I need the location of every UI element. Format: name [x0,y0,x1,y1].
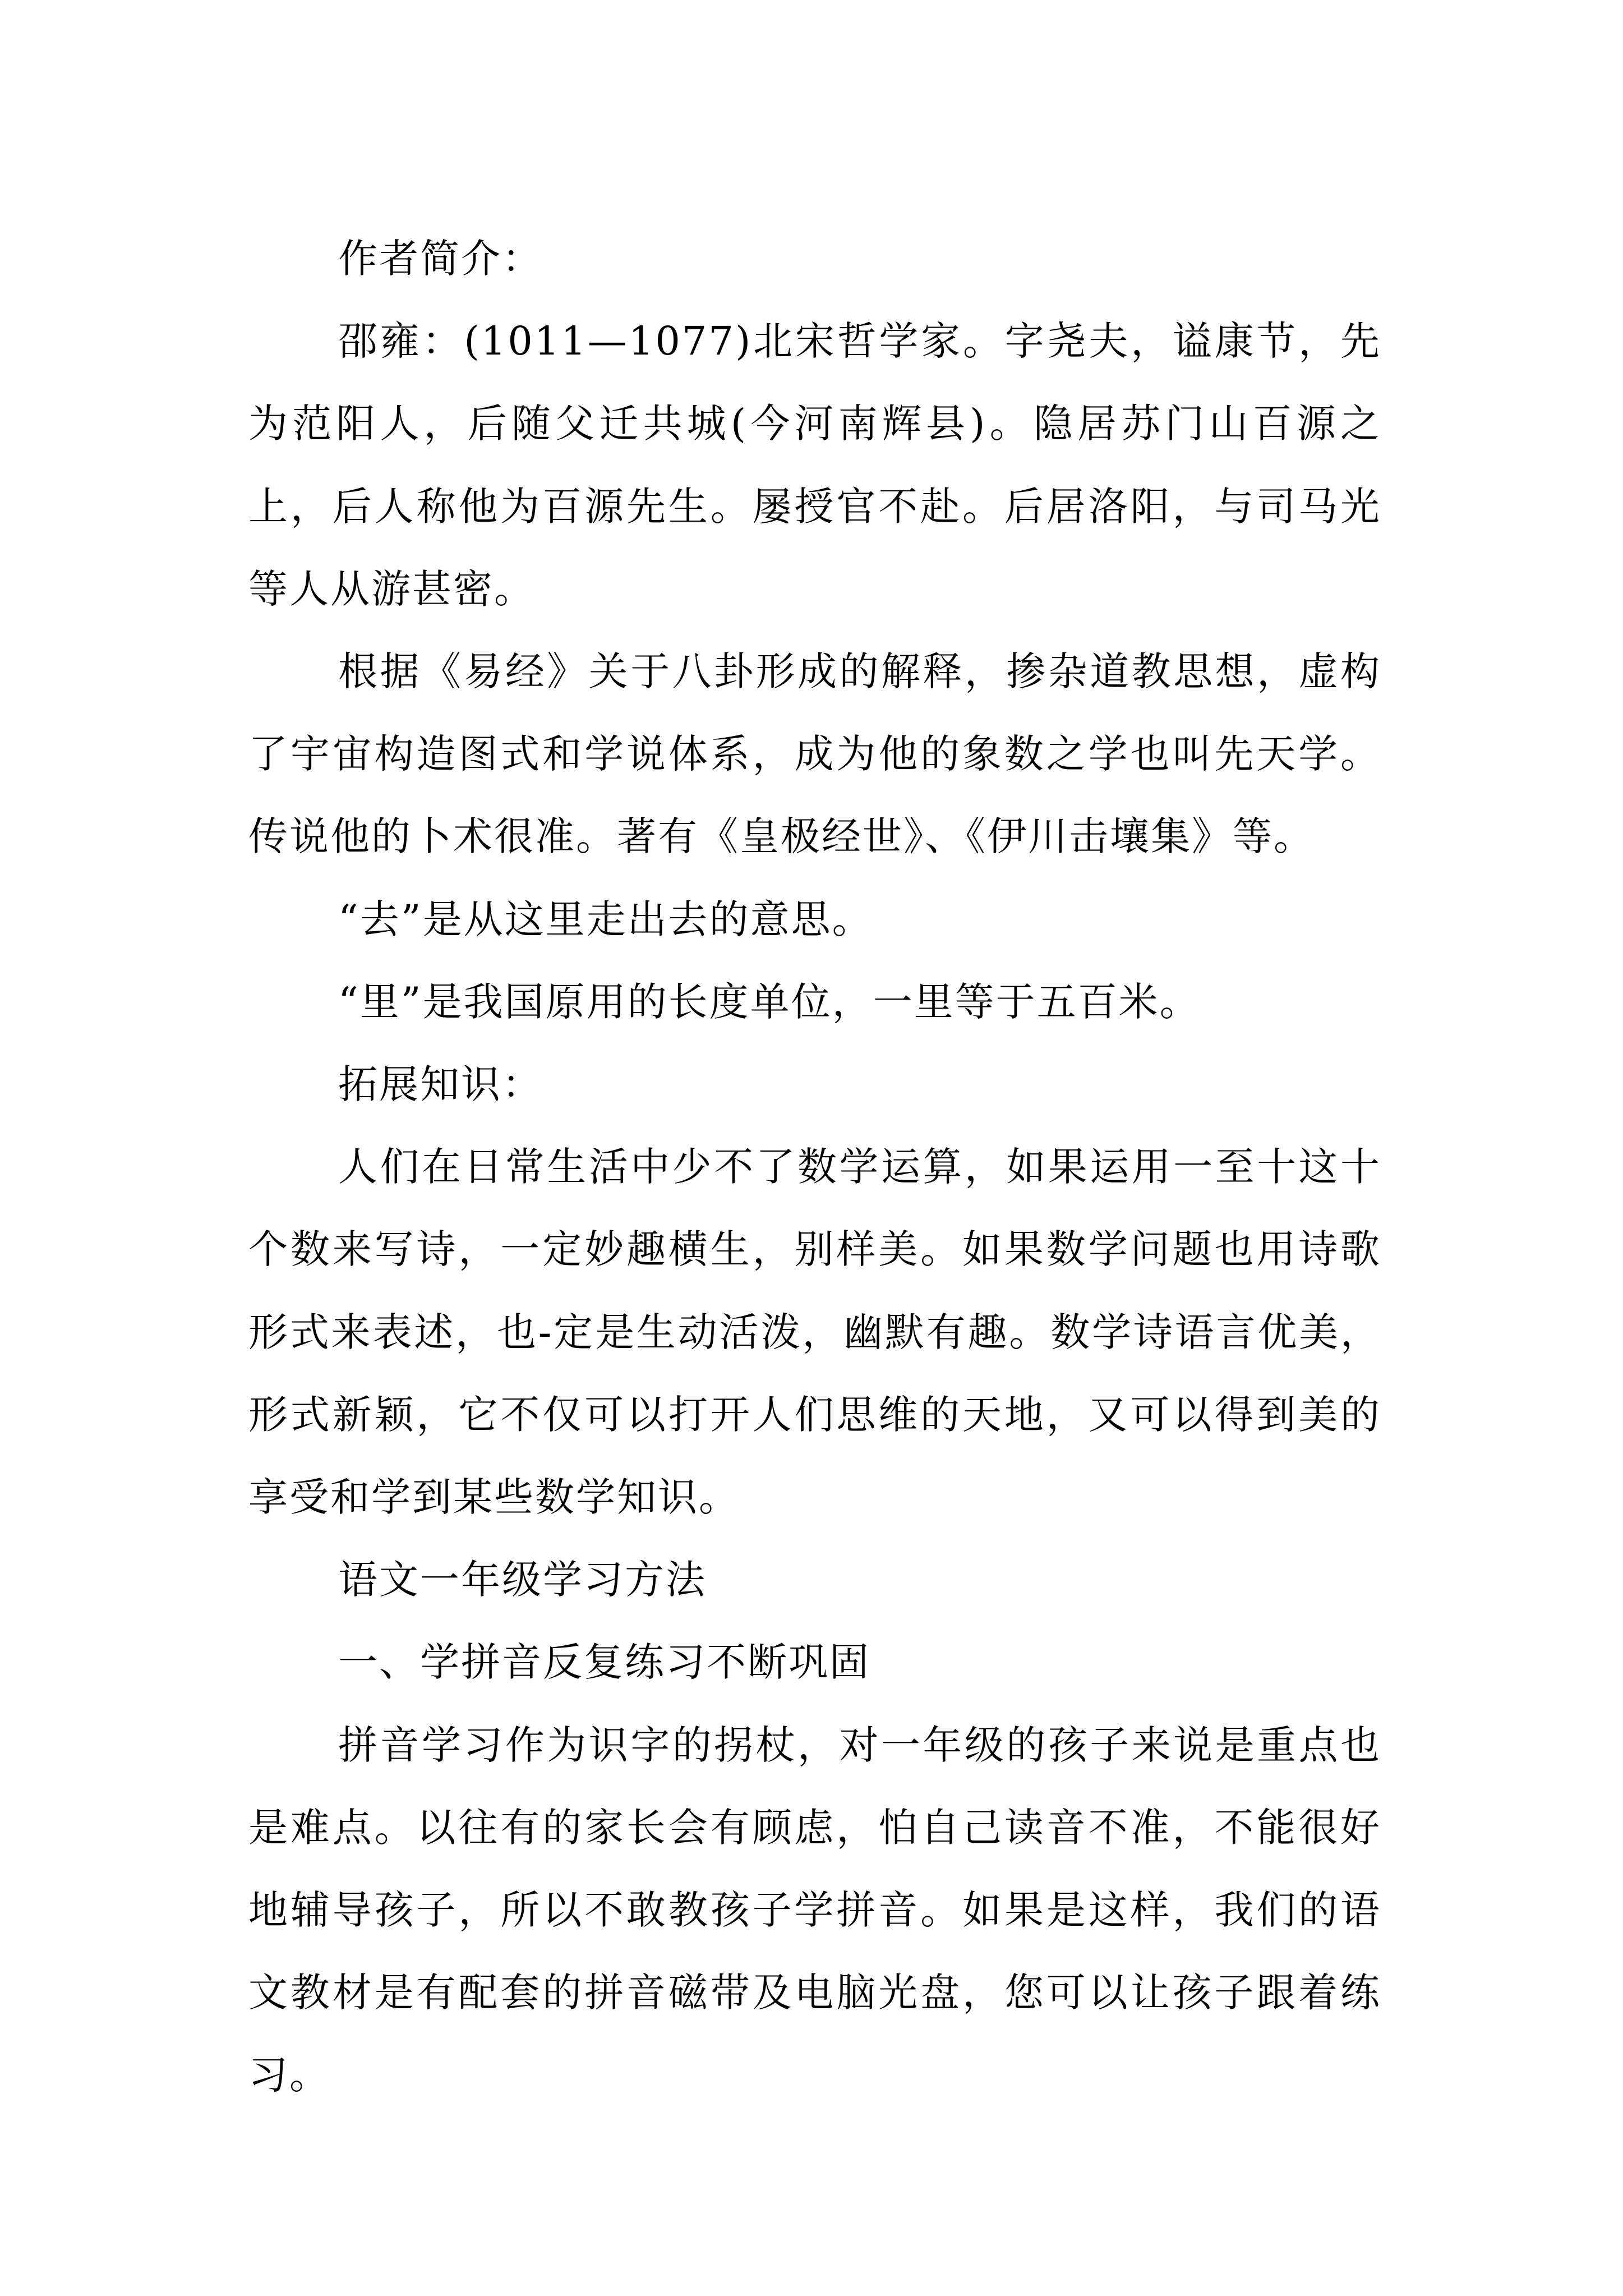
paragraph-pinyin-learning: 拼音学习作为识字的拐杖，对一年级的孩子来说是重点也是难点。以往有的家长会有顾虑，怕自己读音不准，不能很好地辅导孩子，所以不敢教孩子学拼音。如果是这样，我们的语文教材是有配套的拼音磁带及电脑光盘，您可以让孩子跟着练习。 [248,1722,1381,2099]
paragraph-qu-meaning: “去”是从这里走出去的意思。 [338,896,873,942]
section-heading-author-intro: 作者简介： [338,236,543,282]
document-page [248,218,1381,2117]
paragraph-shao-yong-works: 根据《易经》关于八卦形成的解释，掺杂道教思想，虚构了宇宙构造图式和学说体系，成为他的象数之学也叫先天学。传说他的卜术很准。著有《皇极经世》、《伊川击壤集》等。 [248,648,1381,860]
paragraph-li-meaning: “里”是我国原用的长度单位，一里等于五百米。 [338,978,1201,1025]
paragraph-math-poetry: 人们在日常生活中少不了数学运算，如果运用一至十这十个数来写诗，一定妙趣横生，别样美。如果数学问题也用诗歌形式来表述，也-定是生动活泼，幽默有趣。数学诗语言优美，形式新颖，它不仅可以打开人们思维的天地，又可以得到美的享受和学到某些数学知识。 [248,1144,1381,1521]
paragraph-shao-yong-bio: 邵雍：(1011—1077)北宋哲学家。字尧夫，谥康节，先为范阳人，后随父迁共城(今河南辉县)。隐居苏门山百源之上，后人称他为百源先生。屡授官不赴。后居洛阳，与司马光等人从游甚密。 [248,318,1381,612]
section-heading-extended-knowledge: 拓展知识： [338,1061,543,1108]
section-heading-study-methods: 语文一年级学习方法 [338,1557,707,1603]
subheading-pinyin-practice: 一、学拼音反复练习不断巩固 [338,1639,870,1686]
